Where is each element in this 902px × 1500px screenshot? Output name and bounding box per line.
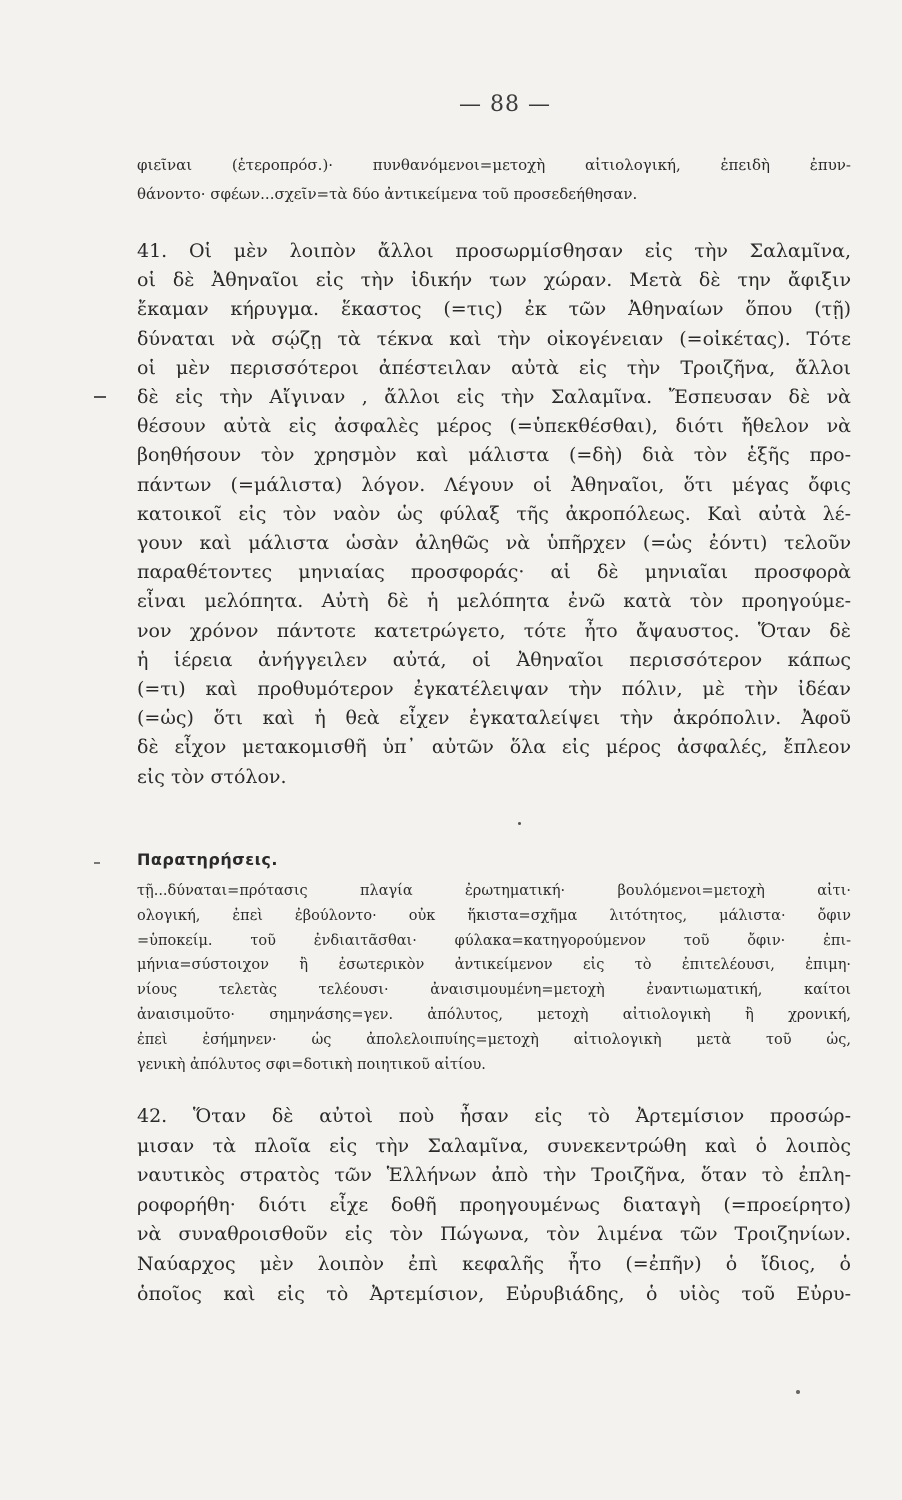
intro-notes [137,151,851,209]
notes-heading: Παρατηρήσεις. [137,850,278,869]
text-line: οἱ δὲ Ἀθηναῖοι εἰς τὴν ἰδικήν των χώραν. Μετὰ δὲ την ἄφιξιν [137,269,851,292]
notes [137,879,851,1077]
text-line: εἰς τὸν στόλον. [137,765,287,788]
text-line: ολογική, ἐπεὶ ἐβούλοντο· οὐκ ἥκιστα=σχῆμα λιτότητος, μάλιστα· ὄφιν [137,907,851,924]
text-line: ὁποῖος καὶ εἰς τὸ Ἀρτεμίσιον, Εὐρυβιάδης, ὁ υἱὸς τοῦ Εὐρυ- [137,1282,851,1305]
paragraph-41 [137,237,851,792]
ink-dot [518,822,521,825]
text-line: 42. Ὅταν δὲ αὐτοὶ ποὺ ἦσαν εἰς τὸ Ἀρτεμίσιον προσώρ- [137,1105,851,1127]
text-line: ἐπεὶ ἐσήμηνεν· ὡς ἀπολελοιπυίης=μετοχὴ αἰτιολογικὴ μετὰ τοῦ ὡς, [137,1031,851,1048]
text-line: μήνια=σύστοιχον ἢ ἐσωτερικὸν ἀντικείμενον εἰς τὸ ἐπιτελέουσι, ἐπιμη· [137,957,851,974]
text-line: εἶναι μελόπητα. Αὐτὴ δὲ ἡ μελόπητα ἐνῶ κατὰ τὸν προηγούμε- [137,590,851,613]
text-line: φιεῖναι (ἑτεροπρόσ.)· πυνθανόμενοι=μετοχὴ αἰτιολογική, ἐπειδὴ ἐπυν- [137,156,851,174]
text-line: νὰ συναθροισθοῦν εἰς τὸν Πώγωνα, τὸν λιμένα τῶν Τροιζηνίων. [137,1223,851,1246]
text-line: οἱ μὲν περισσότεροι ἀπέστειλαν αὐτὰ εἰς τὴν Τροιζῆνα, ἄλλοι [137,356,851,379]
text-line: μισαν τὰ πλοῖα εἰς τὴν Σαλαμῖνα, συνεκεντρώθη καὶ ὁ λοιπὸς [137,1134,851,1157]
text-line: βοηθήσουν τὸν χρησμὸν καὶ μάλιστα (=δὴ) διὰ τὸν ἑξῆς προ- [137,444,851,467]
text-line: παραθέτοντες μηνιαίας προσφοράς· αἱ δὲ μηνιαῖαι προσφορὰ [137,561,851,584]
text-line: ναυτικὸς στρατὸς τῶν Ἑλλήνων ἀπὸ τὴν Τροιζῆνα, ὅταν τὸ ἐπλη- [137,1164,851,1187]
text-line: δὲ εἶχον μετακομισθῆ ὑπ᾽ αὐτῶν ὅλα εἰς μέρος ἀσφαλές, ἔπλεον [137,736,851,759]
text-line: (=τι) καὶ προθυμότερον ἐγκατέλειψαν τὴν πόλιν, μὲ τὴν ἰδέαν [137,678,851,701]
text-line: =ὑποκείμ. τοῦ ἐνδιαιτᾶσθαι· φύλακα=κατηγορούμενον τοῦ ὄφιν· ἐπι- [137,932,851,949]
text-line: θάνοντο· σφέων...σχεῖν=τὰ δύο ἀντικείμενα τοῦ προσεδεήθησαν. [137,185,638,203]
paragraph-42 [137,1102,851,1309]
text-line: πάντων (=μάλιστα) λόγον. Λέγουν οἱ Ἀθηναῖοι, ὅτι μέγας ὄφις [137,473,851,496]
page-number: — 88 — [459,92,551,117]
text-line: δύναται νὰ σῴζῃ τὰ τέκνα καὶ τὴν οἰκογένειαν (=οἰκέτας). Τότε [137,327,851,350]
text-line: ροφορήθη· διότι εἶχε δοθῆ προηγουμένως διαταγὴ (=προείρητο) [137,1193,851,1216]
text-line: νον χρόνον πάντοτε κατετρώγετο, τότε ἦτο ἄψαυστος. Ὅταν δὲ [137,619,851,642]
text-line: γουν καὶ μάλιστα ὡσὰν ἀληθῶς νὰ ὑπῆρχεν (=ὡς ἐόντι) τελοῦν [137,532,851,555]
text-line: νίους τελετὰς τελέουσι· ἀναισιμουμένη=μετοχὴ ἐναντιωματική, καίτοι [137,982,851,999]
text-line: δὲ εἰς τὴν Αἴγιναν , ἄλλοι εἰς τὴν Σαλαμῖνα. Ἔσπευσαν δὲ νὰ [137,386,851,409]
text-line: ἔκαμαν κήρυγμα. ἕκαστος (=τις) ἐκ τῶν Ἀθηναίων ὅπου (τῇ) [137,298,851,321]
text-line: γενικὴ ἀπόλυτος σφι=δοτικὴ ποιητικοῦ αἰτίου. [137,1056,486,1073]
text-line: τῇ...δύναται=πρότασις πλαγία ἐρωτηματική· βουλόμενοι=μετοχὴ αἰτι· [137,883,851,899]
ink-speck [796,1390,800,1394]
margin-mark [94,862,100,864]
text-line: Ναύαρχος μὲν λοιπὸν ἐπὶ κεφαλῆς ἦτο (=ἐπῆν) ὁ ἴδιος, ὁ [137,1252,851,1275]
text-line: ἀναισιμοῦτο· σημηνάσης=γεν. ἀπόλυτος, μετοχὴ αἰτιολογικὴ ἢ χρονική, [137,1006,851,1023]
text-line: κατοικοῖ εἰς τὸν ναὸν ὡς φύλαξ τῆς ἀκροπόλεως. Καὶ αὐτὰ λέ- [137,502,851,525]
text-line: 41. Οἱ μὲν λοιπὸν ἄλλοι προσωρμίσθησαν εἰς τὴν Σαλαμῖνα, [137,240,851,262]
text-line: θέσουν αὐτὰ εἰς ἀσφαλὲς μέρος (=ὑπεκθέσθαι), διότι ἤθελον νὰ [137,415,851,438]
margin-mark [94,396,106,398]
text-line: ἡ ἱέρεια ἀνήγγειλεν αὐτά, οἱ Ἀθηναῖοι περισσότερον κάπως [137,648,851,671]
text-line: (=ὡς) ὅτι καὶ ἡ θεὰ εἶχεν ἐγκαταλείψει τὴν ἀκρόπολιν. Ἀφοῦ [137,707,851,730]
